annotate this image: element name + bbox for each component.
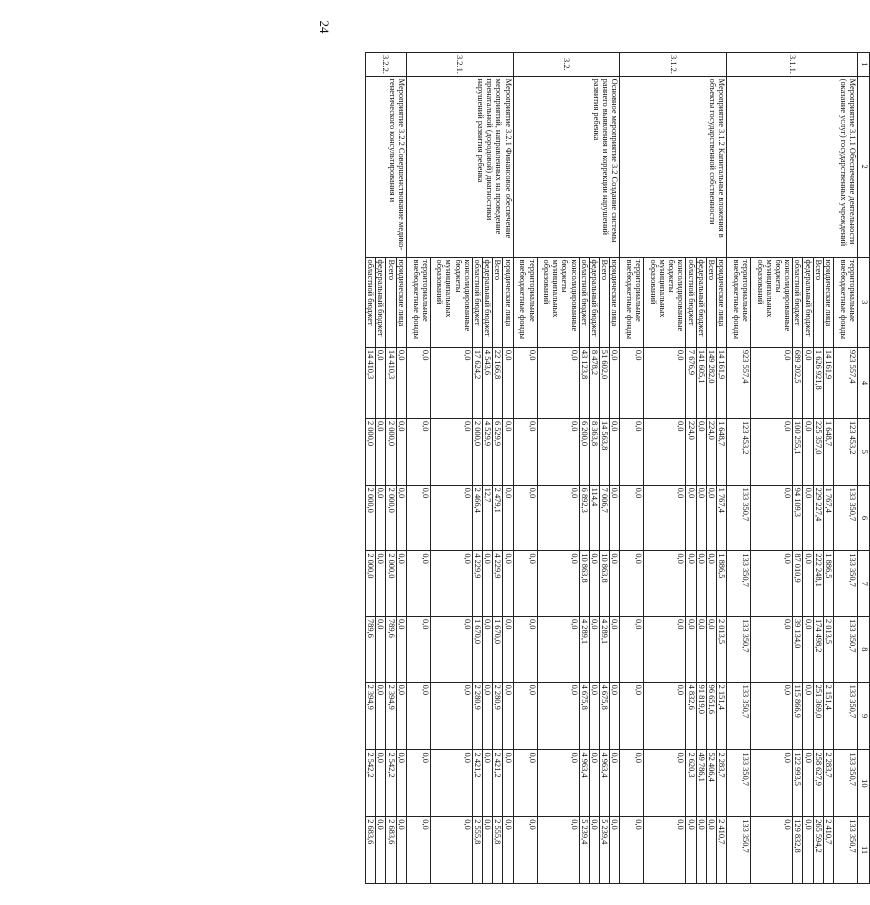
amount-cell: 0,0: [751, 750, 793, 817]
amount-cell: 0,0: [620, 616, 644, 682]
amount-cell: 0,0: [803, 347, 813, 418]
row-code: 3.2.: [513, 53, 620, 77]
amount-cell: 4 675,8: [579, 682, 589, 750]
amount-cell: 0,0: [537, 418, 579, 485]
amount-cell: 0,0: [803, 551, 813, 617]
amount-cell: 0,0: [696, 418, 706, 485]
amount-cell: 1 670,0: [493, 616, 503, 682]
amount-cell: 224,0: [686, 418, 696, 485]
amount-cell: 0,0: [751, 347, 793, 418]
funding-source: консолидированные бюджеты муниципальных образований: [751, 257, 793, 347]
amount-cell: 12,7: [482, 485, 492, 551]
amount-cell: 43 123,8: [579, 347, 589, 418]
amount-cell: 1 767,4: [716, 485, 726, 551]
amount-cell: 923 557,4: [727, 347, 751, 418]
funding-source: федеральный бюджет: [376, 257, 386, 347]
amount-cell: 0,0: [803, 682, 813, 750]
amount-cell: 0,0: [503, 485, 513, 551]
amount-cell: 2 394,9: [386, 682, 396, 750]
amount-cell: 133 350,7: [834, 485, 858, 551]
amount-cell: 229 227,4: [813, 485, 823, 551]
amount-cell: 0,0: [751, 485, 793, 551]
amount-cell: 0,0: [430, 750, 472, 817]
table-row: [396, 53, 406, 884]
funding-source: юридические лица: [716, 257, 726, 347]
amount-cell: 224,0: [706, 418, 716, 485]
amount-cell: 4 675,8: [599, 682, 609, 750]
amount-cell: 39 134,0: [793, 616, 803, 682]
amount-cell: 0,0: [620, 418, 644, 485]
amount-cell: 0,0: [537, 817, 579, 884]
amount-cell: 0,0: [803, 817, 813, 884]
amount-cell: 0,0: [376, 750, 386, 817]
amount-cell: 0,0: [482, 682, 492, 750]
amount-cell: 2 542,2: [386, 750, 396, 817]
amount-cell: 0,0: [686, 817, 696, 884]
amount-cell: 0,0: [537, 347, 579, 418]
amount-cell: 4 529,9: [482, 418, 492, 485]
funding-source: областной бюджет: [579, 257, 589, 347]
amount-cell: 91 819,0: [696, 682, 706, 750]
amount-cell: 0,0: [396, 817, 406, 884]
amount-cell: 2 283,7: [823, 750, 833, 817]
amount-cell: 0,0: [396, 418, 406, 485]
amount-cell: 0,0: [396, 347, 406, 418]
column-number: 10: [858, 750, 870, 817]
funding-source: областной бюджет: [472, 257, 482, 347]
amount-cell: 122 993,5: [793, 750, 803, 817]
amount-cell: 0,0: [644, 616, 686, 682]
amount-cell: 0,0: [503, 817, 513, 884]
amount-cell: 2 000,0: [386, 418, 396, 485]
funding-source: консолидированные бюджеты муниципальных образований: [644, 257, 686, 347]
amount-cell: 0,0: [644, 418, 686, 485]
funding-source: консолидированные бюджеты муниципальных образований: [537, 257, 579, 347]
amount-cell: 0,0: [406, 418, 430, 485]
amount-cell: 0,0: [686, 485, 696, 551]
amount-cell: 0,0: [430, 616, 472, 682]
amount-cell: 0,0: [406, 485, 430, 551]
amount-cell: 129 832,8: [793, 817, 803, 884]
column-number: 4: [858, 347, 870, 418]
amount-cell: 2 013,5: [716, 616, 726, 682]
funding-source: Всего: [599, 257, 609, 347]
funding-source: Всего: [493, 257, 503, 347]
amount-cell: 4 963,4: [599, 750, 609, 817]
row-code: 3.1.1.: [727, 53, 858, 77]
amount-cell: 0,0: [406, 347, 430, 418]
amount-cell: 2 466,4: [472, 485, 482, 551]
amount-cell: 0,0: [503, 616, 513, 682]
amount-cell: 0,0: [620, 485, 644, 551]
amount-cell: 133 350,7: [727, 485, 751, 551]
amount-cell: 149 282,0: [706, 347, 716, 418]
amount-cell: 222 248,1: [813, 551, 823, 617]
amount-cell: 0,0: [406, 616, 430, 682]
table-row: [834, 53, 858, 884]
funding-source: федеральный бюджет: [589, 257, 599, 347]
amount-cell: 0,0: [503, 750, 513, 817]
amount-cell: 133 350,7: [727, 750, 751, 817]
amount-cell: 0,0: [513, 485, 537, 551]
amount-cell: 0,0: [537, 551, 579, 617]
funding-source: юридические лица: [503, 257, 513, 347]
amount-cell: 2 683,6: [386, 817, 396, 884]
amount-cell: 689 202,5: [793, 347, 803, 418]
amount-cell: 51 602,0: [599, 347, 609, 418]
funding-source: Всего: [386, 257, 396, 347]
amount-cell: 923 557,4: [834, 347, 858, 418]
amount-cell: 4 832,6: [686, 682, 696, 750]
rotated-table-wrapper: [290, 52, 870, 884]
amount-cell: 0,0: [396, 485, 406, 551]
amount-cell: 4 963,4: [579, 750, 589, 817]
amount-cell: 0,0: [696, 485, 706, 551]
amount-cell: 133 350,7: [727, 817, 751, 884]
amount-cell: 4 543,6: [482, 347, 492, 418]
amount-cell: 0,0: [430, 551, 472, 617]
funding-source: федеральный бюджет: [696, 257, 706, 347]
amount-cell: 258 627,9: [813, 750, 823, 817]
amount-cell: 225 357,0: [813, 418, 823, 485]
amount-cell: 0,0: [751, 418, 793, 485]
row-code: 3.2.1.: [406, 53, 513, 77]
amount-cell: 0,0: [589, 616, 599, 682]
amount-cell: 1 648,7: [716, 418, 726, 485]
amount-cell: 0,0: [503, 347, 513, 418]
amount-cell: 2 620,3: [686, 750, 696, 817]
amount-cell: 0,0: [396, 551, 406, 617]
amount-cell: 14 410,3: [386, 347, 396, 418]
amount-cell: 2 000,0: [365, 551, 375, 617]
amount-cell: 0,0: [396, 750, 406, 817]
table-row: [503, 53, 513, 884]
amount-cell: 0,0: [513, 347, 537, 418]
amount-cell: 7 006,7: [599, 485, 609, 551]
amount-cell: 0,0: [803, 750, 813, 817]
amount-cell: 0,0: [803, 485, 813, 551]
amount-cell: 0,0: [376, 817, 386, 884]
column-number: 11: [858, 817, 870, 884]
row-code: 3.2.2.: [365, 53, 406, 77]
amount-cell: 0,0: [610, 817, 620, 884]
amount-cell: 0,0: [751, 817, 793, 884]
amount-cell: 0,0: [503, 682, 513, 750]
amount-cell: 0,0: [376, 418, 386, 485]
amount-cell: 0,0: [503, 551, 513, 617]
amount-cell: 141 605,1: [696, 347, 706, 418]
amount-cell: 2 421,2: [493, 750, 503, 817]
amount-cell: 0,0: [482, 817, 492, 884]
amount-cell: 6 200,0: [579, 418, 589, 485]
amount-cell: 0,0: [537, 616, 579, 682]
column-number: 1: [858, 53, 870, 77]
amount-cell: 2 151,4: [716, 682, 726, 750]
amount-cell: 4 229,9: [493, 551, 503, 617]
amount-cell: 1 886,5: [823, 551, 833, 617]
funding-source: территориальные внебюджетные фонды: [513, 257, 537, 347]
amount-cell: 2 280,9: [472, 682, 482, 750]
funding-source: областной бюджет: [686, 257, 696, 347]
header-row: [858, 53, 870, 884]
amount-cell: 0,0: [706, 817, 716, 884]
amount-cell: 0,0: [644, 485, 686, 551]
amount-cell: 0,0: [376, 551, 386, 617]
amount-cell: 0,0: [376, 682, 386, 750]
amount-cell: 4 289,1: [579, 616, 589, 682]
measure-title: Мероприятие 3.1.1 Обеспечение деятельности (оказание услуг) государственных учреждений: [727, 76, 858, 257]
funding-source: юридические лица: [823, 257, 833, 347]
amount-cell: 0,0: [751, 551, 793, 617]
amount-cell: 0,0: [803, 616, 813, 682]
amount-cell: 0,0: [513, 817, 537, 884]
funding-source: территориальные внебюджетные фонды: [620, 257, 644, 347]
amount-cell: 2 410,7: [716, 817, 726, 884]
amount-cell: 4 289,1: [599, 616, 609, 682]
amount-cell: 2 555,8: [493, 817, 503, 884]
amount-cell: 0,0: [513, 616, 537, 682]
amount-cell: 0,0: [751, 682, 793, 750]
amount-cell: 2 151,4: [823, 682, 833, 750]
amount-cell: 0,0: [376, 347, 386, 418]
amount-cell: 0,0: [482, 551, 492, 617]
funding-source: территориальные внебюджетные фонды: [727, 257, 751, 347]
funding-source: территориальные внебюджетные фонды: [406, 257, 430, 347]
amount-cell: 0,0: [430, 485, 472, 551]
amount-cell: 0,0: [706, 485, 716, 551]
amount-cell: 0,0: [406, 551, 430, 617]
amount-cell: 133 350,7: [727, 551, 751, 617]
funding-source: юридические лица: [396, 257, 406, 347]
amount-cell: 2 000,0: [365, 485, 375, 551]
amount-cell: 133 350,7: [834, 817, 858, 884]
amount-cell: 0,0: [644, 347, 686, 418]
amount-cell: 0,0: [406, 750, 430, 817]
amount-cell: 0,0: [376, 485, 386, 551]
amount-cell: 0,0: [430, 817, 472, 884]
column-number: 3: [858, 257, 870, 347]
amount-cell: 49 786,1: [696, 750, 706, 817]
amount-cell: 0,0: [430, 347, 472, 418]
amount-cell: 0,0: [610, 485, 620, 551]
amount-cell: 0,0: [589, 682, 599, 750]
amount-cell: 0,0: [376, 616, 386, 682]
amount-cell: 1 670,0: [472, 616, 482, 682]
measure-title: Мероприятие 3.2.2 Совершенствование медико-генетического консультирования и: [365, 76, 406, 257]
amount-cell: 2 394,9: [365, 682, 375, 750]
amount-cell: 17 624,2: [472, 347, 482, 418]
amount-cell: 0,0: [503, 418, 513, 485]
amount-cell: 0,0: [537, 485, 579, 551]
funding-source: Всего: [706, 257, 716, 347]
amount-cell: 1 648,7: [823, 418, 833, 485]
amount-cell: 2 683,6: [365, 817, 375, 884]
amount-cell: 133 350,7: [834, 750, 858, 817]
amount-cell: 0,0: [620, 551, 644, 617]
amount-cell: 133 350,7: [834, 551, 858, 617]
amount-cell: 0,0: [482, 750, 492, 817]
amount-cell: 0,0: [644, 551, 686, 617]
amount-cell: 174 498,2: [813, 616, 823, 682]
amount-cell: 0,0: [696, 551, 706, 617]
funding-source: федеральный бюджет: [803, 257, 813, 347]
amount-cell: 265 594,2: [813, 817, 823, 884]
amount-cell: 0,0: [513, 418, 537, 485]
amount-cell: 0,0: [696, 817, 706, 884]
amount-cell: 10 863,8: [599, 551, 609, 617]
funding-source: областной бюджет: [365, 257, 375, 347]
budget-table: [365, 52, 870, 884]
amount-cell: 133 350,7: [834, 682, 858, 750]
amount-cell: 0,0: [396, 616, 406, 682]
amount-cell: 0,0: [430, 418, 472, 485]
column-number: 8: [858, 616, 870, 682]
amount-cell: 0,0: [589, 817, 599, 884]
amount-cell: 14 161,9: [823, 347, 833, 418]
amount-cell: 0,0: [610, 551, 620, 617]
amount-cell: 6 892,3: [579, 485, 589, 551]
measure-title: Мероприятие 3.1.2 Капитальные вложения в объекты государственной собственности: [620, 76, 727, 257]
amount-cell: 0,0: [620, 347, 644, 418]
amount-cell: 2 542,2: [365, 750, 375, 817]
amount-cell: 133 350,7: [727, 616, 751, 682]
amount-cell: 2 000,0: [365, 418, 375, 485]
column-number: 2: [858, 76, 870, 257]
table-row: [716, 53, 726, 884]
amount-cell: 2 421,2: [472, 750, 482, 817]
amount-cell: 0,0: [589, 551, 599, 617]
amount-cell: 14 563,8: [599, 418, 609, 485]
amount-cell: 0,0: [610, 616, 620, 682]
amount-cell: 96 651,6: [706, 682, 716, 750]
amount-cell: 10 863,8: [579, 551, 589, 617]
amount-cell: 0,0: [537, 682, 579, 750]
amount-cell: 14 161,9: [716, 347, 726, 418]
amount-cell: 0,0: [513, 750, 537, 817]
amount-cell: 0,0: [706, 616, 716, 682]
amount-cell: 0,0: [644, 682, 686, 750]
amount-cell: 133 350,7: [727, 682, 751, 750]
row-code: 3.1.2.: [620, 53, 727, 77]
amount-cell: 2 555,8: [472, 817, 482, 884]
amount-cell: 0,0: [686, 551, 696, 617]
amount-cell: 0,0: [620, 750, 644, 817]
funding-source: территориальные внебюджетные фонды: [834, 257, 858, 347]
amount-cell: 0,0: [513, 682, 537, 750]
measure-title: Основное мероприятие 3.2 Создание системы раннего выявления и коррекции нарушений развития ребенка: [513, 76, 620, 257]
amount-cell: 123 453,2: [834, 418, 858, 485]
amount-cell: 0,0: [406, 682, 430, 750]
amount-cell: 2 000,0: [386, 551, 396, 617]
amount-cell: 2 280,9: [493, 682, 503, 750]
column-number: 7: [858, 551, 870, 617]
amount-cell: 115 866,9: [793, 682, 803, 750]
amount-cell: 0,0: [430, 682, 472, 750]
amount-cell: 114,4: [589, 485, 599, 551]
amount-cell: 1 886,5: [716, 551, 726, 617]
column-number: 9: [858, 682, 870, 750]
amount-cell: 0,0: [406, 817, 430, 884]
funding-source: консолидированные бюджеты муниципальных образований: [430, 257, 472, 347]
amount-cell: 0,0: [610, 347, 620, 418]
funding-source: областной бюджет: [793, 257, 803, 347]
amount-cell: 0,0: [610, 418, 620, 485]
amount-cell: 22 166,8: [493, 347, 503, 418]
amount-cell: 2 479,1: [493, 485, 503, 551]
amount-cell: 0,0: [686, 616, 696, 682]
amount-cell: 2 000,0: [472, 418, 482, 485]
amount-cell: 2 410,7: [823, 817, 833, 884]
amount-cell: 0,0: [620, 682, 644, 750]
amount-cell: 0,0: [537, 750, 579, 817]
amount-cell: 8 363,8: [589, 418, 599, 485]
amount-cell: 0,0: [644, 750, 686, 817]
measure-title: Мероприятие 3.2.1 Финансовое обеспечение мероприятий, направленных на проведение пренатальной (дородовой) диагностики нарушений развития ребенка: [406, 76, 513, 257]
amount-cell: 5 239,4: [599, 817, 609, 884]
amount-cell: 0,0: [396, 682, 406, 750]
amount-cell: 0,0: [751, 616, 793, 682]
amount-cell: 0,0: [803, 418, 813, 485]
amount-cell: 2 283,7: [716, 750, 726, 817]
amount-cell: 123 453,2: [727, 418, 751, 485]
amount-cell: 1 626 921,8: [813, 347, 823, 418]
amount-cell: 87 010,9: [793, 551, 803, 617]
amount-cell: 0,0: [644, 817, 686, 884]
column-number: 5: [858, 418, 870, 485]
amount-cell: 5 239,4: [579, 817, 589, 884]
amount-cell: 8 478,2: [589, 347, 599, 418]
amount-cell: 251 369,0: [813, 682, 823, 750]
amount-cell: 94 109,3: [793, 485, 803, 551]
amount-cell: 2 013,5: [823, 616, 833, 682]
funding-source: юридические лица: [610, 257, 620, 347]
amount-cell: 0,0: [482, 616, 492, 682]
amount-cell: 1 767,4: [823, 485, 833, 551]
amount-cell: 0,0: [610, 750, 620, 817]
amount-cell: 14 410,3: [365, 347, 375, 418]
amount-cell: 0,0: [610, 682, 620, 750]
table-row: [610, 53, 620, 884]
amount-cell: 0,0: [706, 551, 716, 617]
amount-cell: 0,0: [620, 817, 644, 884]
amount-cell: 100 255,1: [793, 418, 803, 485]
amount-cell: 4 229,9: [472, 551, 482, 617]
amount-cell: 0,0: [589, 750, 599, 817]
funding-source: федеральный бюджет: [482, 257, 492, 347]
amount-cell: 0,0: [513, 551, 537, 617]
amount-cell: 133 350,7: [834, 616, 858, 682]
amount-cell: 7 676,9: [686, 347, 696, 418]
amount-cell: 6 529,9: [493, 418, 503, 485]
column-number: 6: [858, 485, 870, 551]
amount-cell: 2 000,0: [386, 485, 396, 551]
amount-cell: 789,6: [386, 616, 396, 682]
funding-source: Всего: [813, 257, 823, 347]
amount-cell: 789,6: [365, 616, 375, 682]
page-number: 24: [317, 20, 332, 34]
amount-cell: 52 406,4: [706, 750, 716, 817]
amount-cell: 0,0: [696, 616, 706, 682]
